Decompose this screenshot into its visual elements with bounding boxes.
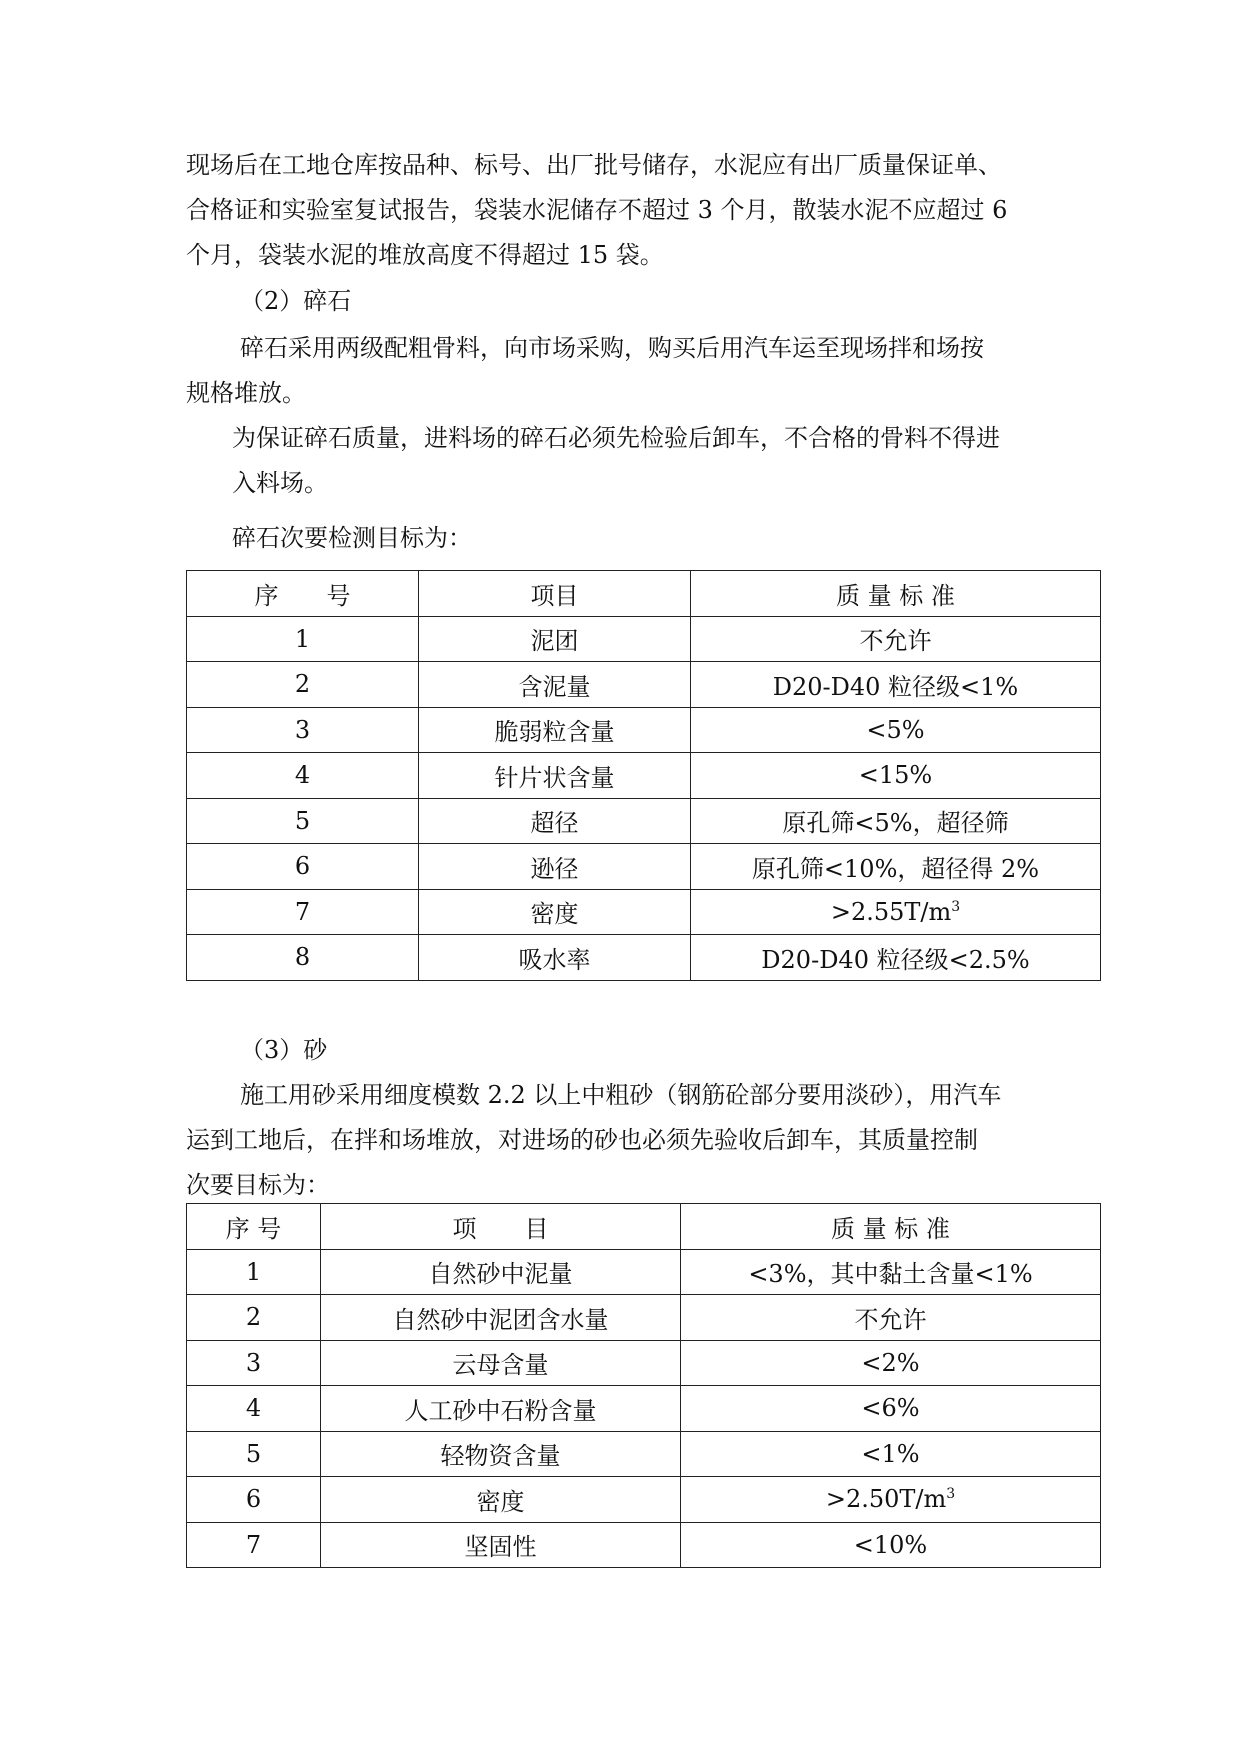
- density-value: >2.50T/m: [825, 1485, 947, 1514]
- paragraph-line: 现场后在工地仓库按品种、标号、出厂批号储存，水泥应有出厂质量保证单、: [186, 151, 1002, 179]
- cell-standard: 不允许: [681, 1295, 1101, 1341]
- cell-item: 密度: [321, 1477, 681, 1523]
- cell-standard: D20-D40 粒径级<2.5%: [691, 935, 1101, 981]
- paragraph-line: 合格证和实验室复试报告，袋装水泥储存不超过 3 个月，散装水泥不应超过 6: [186, 196, 1008, 224]
- table-row: [187, 935, 1101, 981]
- cell-standard: <1%: [681, 1431, 1101, 1477]
- cell-index: 2: [187, 662, 419, 708]
- cell-index: 5: [187, 798, 419, 844]
- paragraph-line: 施工用砂采用细度模数 2.2 以上中粗砂（钢筋砼部分要用淡砂），用汽车: [240, 1081, 1002, 1109]
- header-item: 项目: [419, 571, 691, 617]
- paragraph-line: 规格堆放。: [186, 379, 306, 407]
- table-caption-gravel: 碎石次要检测目标为：: [232, 524, 472, 552]
- cell-standard: <3%，其中黏土含量<1%: [681, 1249, 1101, 1295]
- table-header-row: [187, 571, 1101, 617]
- table-row: [187, 1340, 1101, 1386]
- cell-item: 自然砂中泥量: [321, 1249, 681, 1295]
- cell-item: 逊径: [419, 844, 691, 890]
- cell-index: 2: [187, 1295, 321, 1341]
- cell-index: 8: [187, 935, 419, 981]
- paragraph-line: 运到工地后，在拌和场堆放，对进场的砂也必须先验收后卸车，其质量控制: [186, 1126, 978, 1154]
- table-header-row: [187, 1204, 1101, 1250]
- cell-standard: 不允许: [691, 616, 1101, 662]
- table-row: [187, 844, 1101, 890]
- table-row: [187, 1295, 1101, 1341]
- table-row: [187, 798, 1101, 844]
- header-item: 项 目: [321, 1204, 681, 1250]
- table-row: [187, 1477, 1101, 1523]
- table-row: [187, 1249, 1101, 1295]
- paragraph-line: 次要目标为：: [186, 1171, 330, 1199]
- cell-item: 人工砂中石粉含量: [321, 1386, 681, 1432]
- table-row: [187, 707, 1101, 753]
- cell-item: 吸水率: [419, 935, 691, 981]
- cell-index: 3: [187, 707, 419, 753]
- cell-standard: <10%: [681, 1522, 1101, 1568]
- table-row: [187, 616, 1101, 662]
- cell-item: 轻物资含量: [321, 1431, 681, 1477]
- paragraph-line: 碎石采用两级配粗骨料，向市场采购，购买后用汽车运至现场拌和场按: [240, 334, 984, 362]
- cell-standard: 原孔筛<5%，超径筛: [691, 798, 1101, 844]
- cell-index: 7: [187, 1522, 321, 1568]
- cell-item: 针片状含量: [419, 753, 691, 799]
- table-row: [187, 1522, 1101, 1568]
- paragraph-line: 个月，袋装水泥的堆放高度不得超过 15 袋。: [186, 241, 664, 269]
- cell-index: 1: [187, 1249, 321, 1295]
- cell-index: 4: [187, 1386, 321, 1432]
- paragraph-line: 为保证碎石质量，进料场的碎石必须先检验后卸车，不合格的骨料不得进: [232, 424, 1000, 452]
- cell-standard: D20-D40 粒径级<1%: [691, 662, 1101, 708]
- table-row: [187, 1386, 1101, 1432]
- paragraph-line: 入料场。: [232, 469, 328, 497]
- cell-index: 6: [187, 1477, 321, 1523]
- cell-index: 1: [187, 616, 419, 662]
- density-value: >2.55T/m: [830, 897, 952, 926]
- cell-item: 超径: [419, 798, 691, 844]
- unit-exponent: 3: [951, 898, 961, 915]
- header-index: 序 号: [187, 571, 419, 617]
- table-row: [187, 889, 1101, 935]
- cell-item: 云母含量: [321, 1340, 681, 1386]
- cell-index: 5: [187, 1431, 321, 1477]
- cell-standard: [691, 889, 1101, 935]
- cell-index: 6: [187, 844, 419, 890]
- cell-standard: <5%: [691, 707, 1101, 753]
- cell-index: 3: [187, 1340, 321, 1386]
- cell-item: 自然砂中泥团含水量: [321, 1295, 681, 1341]
- header-standard: 质 量 标 准: [681, 1204, 1101, 1250]
- cell-standard: [681, 1477, 1101, 1523]
- cell-standard: <6%: [681, 1386, 1101, 1432]
- table-row: [187, 662, 1101, 708]
- sand-quality-table: [186, 1203, 1101, 1568]
- table-row: [187, 753, 1101, 799]
- cell-item: 泥团: [419, 616, 691, 662]
- table-row: [187, 1431, 1101, 1477]
- cell-standard: 原孔筛<10%，超径得 2%: [691, 844, 1101, 890]
- header-standard: 质 量 标 准: [691, 571, 1101, 617]
- cell-item: 脆弱粒含量: [419, 707, 691, 753]
- cell-item: 坚固性: [321, 1522, 681, 1568]
- cell-standard: <15%: [691, 753, 1101, 799]
- cell-standard: <2%: [681, 1340, 1101, 1386]
- cell-index: 4: [187, 753, 419, 799]
- header-index: 序 号: [187, 1204, 321, 1250]
- section-heading-gravel: （2）碎石: [240, 287, 352, 315]
- cell-item: 含泥量: [419, 662, 691, 708]
- gravel-quality-table: [186, 570, 1101, 981]
- unit-exponent: 3: [946, 1486, 956, 1503]
- section-heading-sand: （3）砂: [240, 1036, 328, 1064]
- cell-index: 7: [187, 889, 419, 935]
- cell-item: 密度: [419, 889, 691, 935]
